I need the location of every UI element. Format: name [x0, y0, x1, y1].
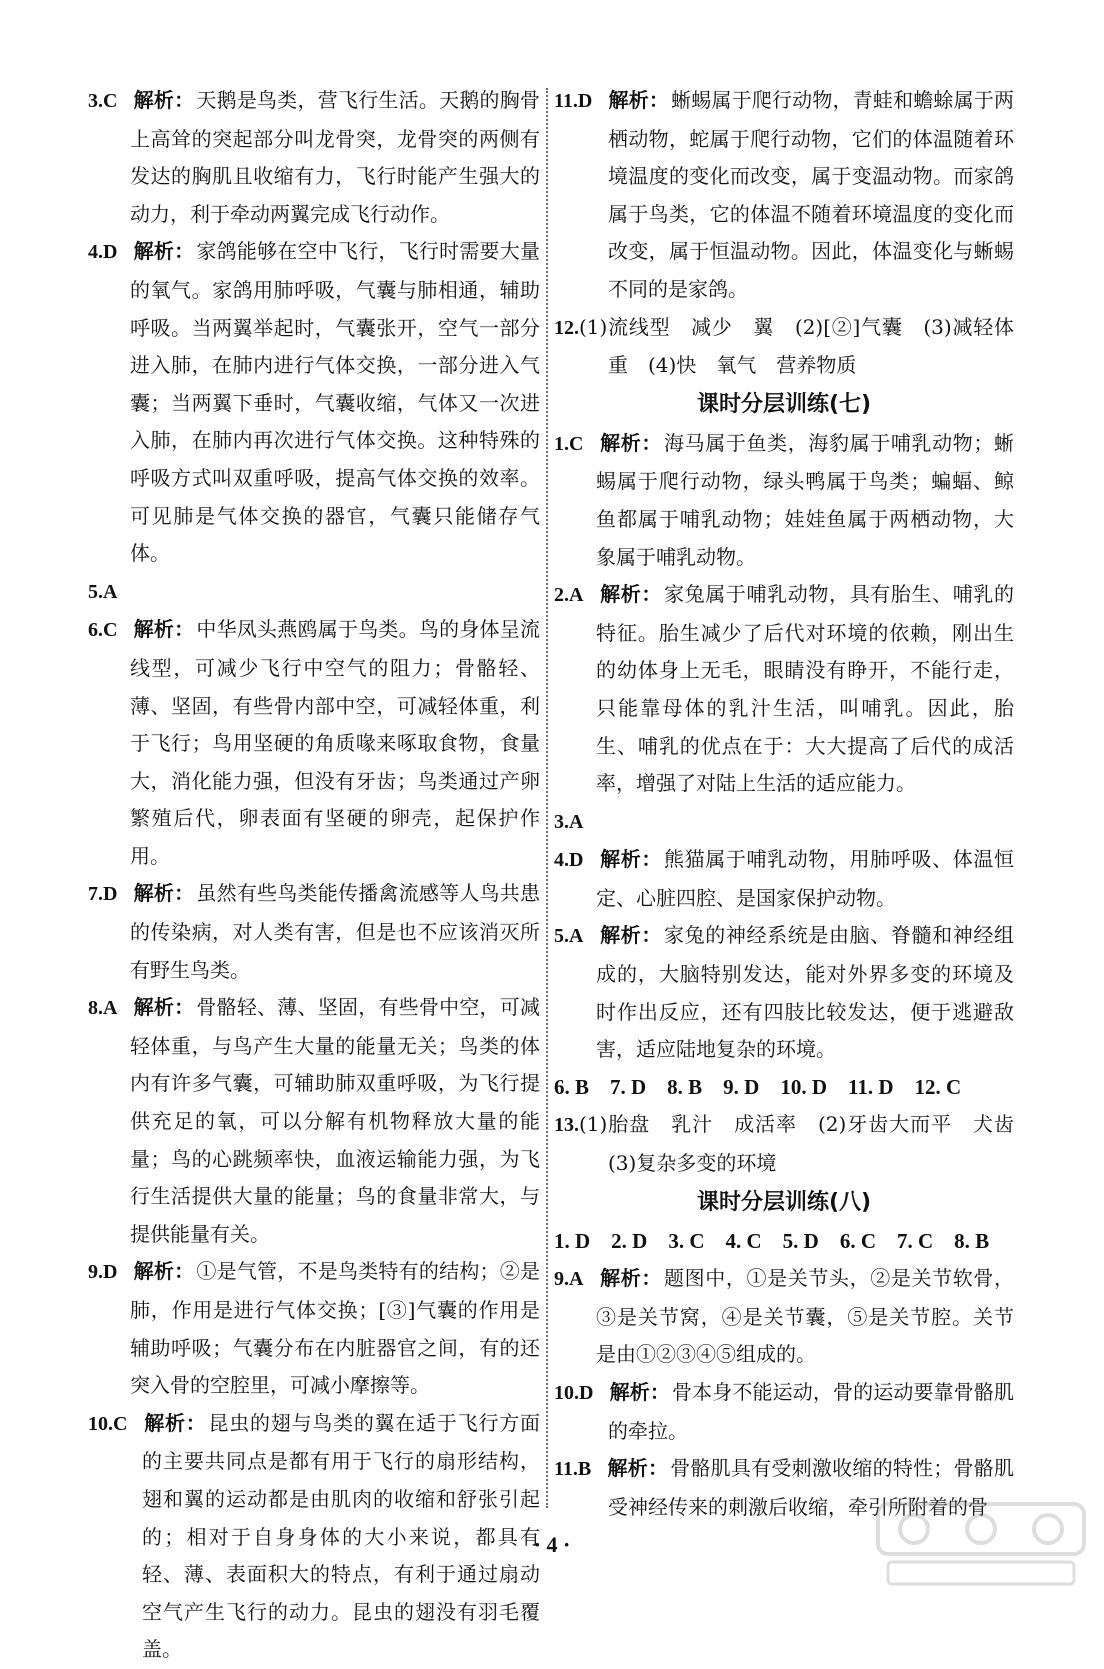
answer-item: 9.D 解析： ①是气管，不是鸟类特有的结构；②是肺，作用是进行气体交换；[③]气囊的作用是辅助呼吸；气囊分布在内脏器官之间，有的还突入骨的空腔里，可减小摩擦等。 — [88, 1259, 541, 1398]
answer-item: 4.D 解析： 熊猫属于哺乳动物，用肺呼吸、体温恒定、心脏四腔、是国家保护动物。 — [554, 847, 1015, 910]
answer-item: 8.A 解析： 骨骼轻、薄、坚固，有些骨中空，可减轻体重，与鸟产生大量的能量无关；鸟类的体内有许多气囊，可辅助肺双重呼吸，为飞行提供充足的氧，可以分解有机物释放大量的能量；鸟的心跳频率快，血液运输能力强，为飞行生活提供大量的能量；鸟的食量非常大，与提供能量有关。 — [88, 995, 541, 1246]
answer-item: 9.A 解析： 题图中，①是关节头，②是关节软骨，③是关节窝，④是关节囊，⑤是关节腔。关节是由①②③④⑤组成的。 — [554, 1266, 1015, 1367]
answer-item: 13.(1)胎盘 乳汁 成活率 (2)牙齿大而平 犬齿 (3)复杂多变的环境 — [554, 1112, 1034, 1176]
answer-item: 1.C 解析： 海马属于鱼类，海豹属于哺乳动物；蜥蜴属于爬行动物，绿头鸭属于鸟类；蝙蝠、鲸鱼都属于哺乳动物；娃娃鱼属于两栖动物，大象属于哺乳动物。 — [554, 430, 1015, 569]
answer-item: 4.D 解析： 家鸽能够在空中飞行，飞行时需要大量的氧气。家鸽用肺呼吸，气囊与肺相通，辅助呼吸。当两翼举起时，气囊张开，空气一部分进入肺，在肺内进行气体交换，一部分进入气囊；当两翼下垂时，气囊收缩，气体又一次进入肺，在肺内再次进行气体交换。这种特殊的呼吸方式叫双重呼吸，提高气体交换的效率。可见肺是气体交换的器官，气囊只能储存气体。 — [88, 239, 541, 566]
answer-item: 7.D 解析： 虽然有些鸟类能传播禽流感等人鸟共患的传染病，对人类有害，但是也不应该消灭所有野生鸟类。 — [88, 881, 541, 982]
left-column — [88, 82, 540, 1669]
answer-row: 6. B 7. D 8. B 9. D 10. D 11. D 12. C — [554, 1074, 962, 1099]
page-number: · 4 · — [533, 1532, 571, 1557]
answer-item: 11.D 解析： 蜥蜴属于爬行动物，青蛙和蟾蜍属于两栖动物，蛇属于爬行动物，它们的体温随着环境温度的变化而改变，属于变温动物。而家鸽属于鸟类，它的体温不随着环境温度的变化而改变，属于恒温动物。因此，体温变化与蜥蜴不同的是家鸽。 — [554, 88, 1015, 301]
answer-item: 6.C 解析： 中华凤头燕鸥属于鸟类。鸟的身体呈流线型，可减少飞行中空气的阻力；骨骼轻、薄、坚固，有些骨内部中空，可减轻体重，利于飞行；鸟用坚硬的角质喙来啄取食物，食量大，消化能力强，但没有牙齿；鸟类通过产卵繁殖后代，卵表面有坚硬的卵壳，起保护作用。 — [88, 617, 541, 868]
answer-item: 5.A 解析： 家兔的神经系统是由脑、脊髓和神经组成的，大脑特别发达，能对外界多变的环境及时作出反应，还有四肢比较发达，便于逃避敌害，适应陆地复杂的环境。 — [554, 923, 1015, 1062]
column-divider — [546, 88, 548, 1508]
section-title: 课时分层训练(八) — [696, 1189, 872, 1215]
answer-item: 12.(1)流线型 减少 翼 (2)[②]气囊 (3)减轻体重 (4)快 氧气 营养物质 — [554, 314, 1014, 378]
answer-item: 3.C 解析： 天鹅是鸟类，营飞行生活。天鹅的胸骨上高耸的突起部分叫龙骨突，龙骨突的两侧有发达的胸肌且收缩有力，飞行时能产生强大的动力，利于牵动两翼完成飞行动作。 — [88, 88, 541, 226]
right-column — [554, 82, 1034, 1526]
answer-item: 5.A — [88, 580, 118, 603]
watermark-logo-icon — [874, 1500, 1088, 1592]
answer-item: 11.B 解析： 骨骼肌具有受刺激收缩的特性；骨骼肌受神经传来的刺激后收缩，牵引所附着的骨 — [554, 1456, 1015, 1519]
answer-row: 1. D 2. D 3. C 4. C 5. D 6. C 7. C 8. B — [554, 1228, 990, 1253]
answer-item: 2.A 解析： 家兔属于哺乳动物，具有胎生、哺乳的特征。胎生减少了后代对环境的依赖，刚出生的幼体身上无毛，眼睛没有睁开，不能行走，只能靠母体的乳汁生活，叫哺乳。因此，胎生、哺乳的优点在于：大大提高了后代的成活率，增强了对陆上生活的适应能力。 — [554, 582, 1015, 796]
answer-item: 10.C 解析： 昆虫的翅与鸟类的翼在适于飞行方面的主要共同点是都有用于飞行的扇形结构，翅和翼的运动都是由肌肉的收缩和舒张引起的；相对于自身身体的大小来说，都具有轻、薄、表面积大的特点，有利于通过扇动空气产生飞行的动力。昆虫的翅没有羽毛覆盖。 — [88, 1410, 540, 1662]
section-title: 课时分层训练(七) — [696, 391, 872, 417]
answer-item: 3.A — [554, 810, 584, 833]
answer-item: 10.D 解析： 骨本身不能运动，骨的运动要靠骨骼肌的牵拉。 — [554, 1380, 1015, 1443]
